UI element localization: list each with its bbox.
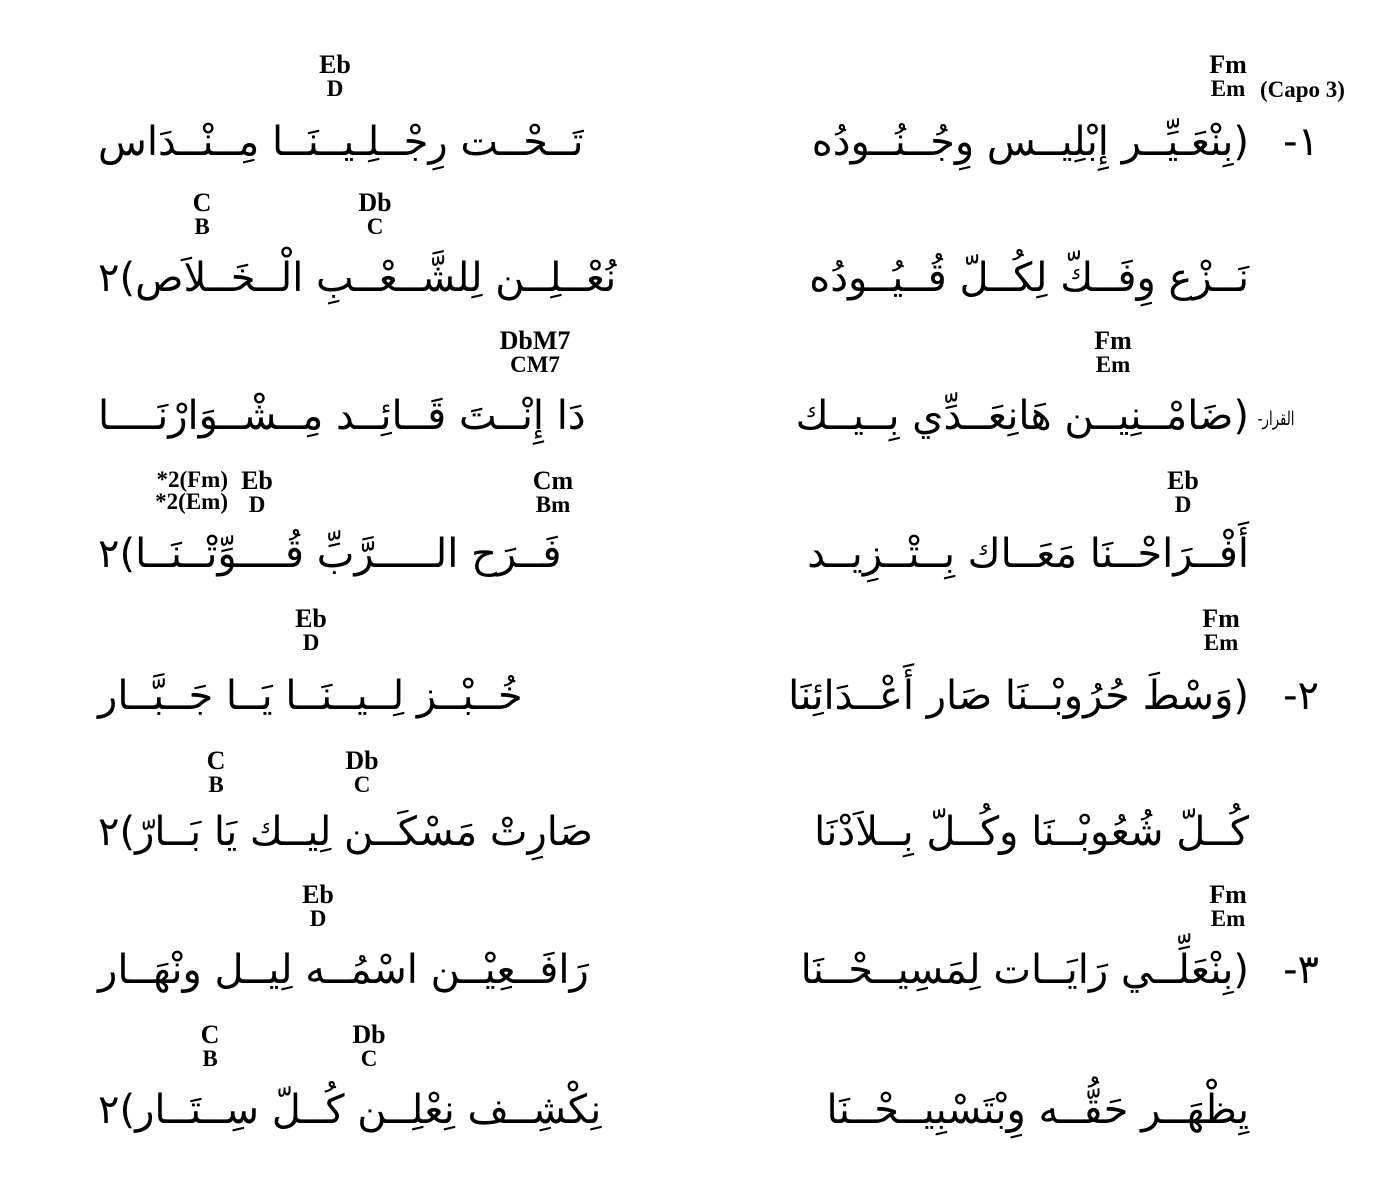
lyric-line-1-right: (بِنْعَـيِّــر إِبْلِيــس وِجُــنُــودُه (811, 119, 1249, 165)
chord-eb-line4-right: Eb D (1167, 466, 1199, 517)
verse-1-marker: ١- (1283, 119, 1319, 165)
chord-eb-line1: Eb D (319, 50, 351, 101)
chord-eb-line7: Eb D (302, 880, 334, 931)
lyric-line-7-right: (بِنْعَلِّــي رَايَــات لِمَسِيــحْــنَا (800, 947, 1249, 993)
chord-eb-line5: Eb D (295, 604, 327, 655)
lyric-line-5-right: (وَسْطَ حُرُوبْــنَا صَار أَعْــدَائِنَا (788, 673, 1249, 719)
lyric-line-6-right: كُــلّ شُعُوبْــنَا وكُــلّ بِــلاَدْنَا (814, 809, 1249, 855)
chord-repeat-fm-line4: *2(Fm) *2(Em) (155, 467, 228, 514)
lyric-line-2-right: نَــزْع وِفَــكّ لِكُــلّ قُــيُــودُه (809, 255, 1249, 301)
lyric-line-5-left: خُــبْــز لِــيــنَــا يَــا جَــبَّــار (98, 673, 523, 719)
lyric-line-4-right: أَفْــرَاحْــنَا مَعَــاك بِــتْــزِيــد (807, 531, 1249, 577)
lyric-line-6-left: صَارِتْ مَسْكَــن لِيــك يَا بَــارّ)٢ (98, 809, 593, 855)
lyric-line-2-left: نُعْــلِــن لِلشَّــعْــبِ الْــخَــلاَص)٢ (98, 255, 617, 301)
chord-dbm7-line3: DbM7 CM7 (499, 326, 571, 377)
lyric-line-4-left: فَــرَح الـــــرَّبِّ قُــــوِّتْــنَــا)٢ (98, 531, 562, 577)
capo-note: (Capo 3) (1260, 77, 1345, 102)
chord-db-line8: Db C (352, 1020, 386, 1071)
chord-fm-line1: Fm Em (1209, 50, 1247, 101)
chord-fm-line7: Fm Em (1209, 880, 1247, 931)
chord-eb-line4: Eb D (241, 466, 273, 517)
verse-2-marker: ٢- (1283, 673, 1319, 719)
chord-c-line8: C B (200, 1020, 220, 1071)
chord-db-line2: Db C (358, 188, 392, 239)
lyric-line-8-left: نِكْشِــف نِعْلِــن كُــلّ سِــتَــار)٢ (98, 1087, 602, 1133)
lyric-line-3-left: دَا إِنْــتَ قَــائِــد مِــشْــوَارْنَــــا (98, 393, 586, 439)
lyric-line-7-left: رَافَــعِيْــن اسْمُــه لِيــل ونْهَــار (98, 947, 589, 993)
lyric-line-3-right: (ضَامْــنِيــن هَانِعَــدِّي بِــيــك (795, 393, 1249, 439)
chord-cm-line4: Cm Bm (532, 466, 574, 517)
chord-fm-line5: Fm Em (1202, 604, 1240, 655)
verse-3-marker: ٣- (1283, 947, 1319, 993)
chord-fm-line3: Fm Em (1094, 326, 1132, 377)
chorus-marker: القرار- (1257, 408, 1294, 430)
chord-c-line6: C B (206, 746, 226, 797)
lyric-line-8-right: يِظْهَــر حَقُّــه وِبْتَسْبِيــحْــنَا (826, 1087, 1249, 1133)
chord-c-line2: C B (192, 188, 212, 239)
lyric-line-1-left: تَــحْــت رِجْــلِـيــنَــا مِــنْــدَاس (98, 119, 584, 165)
chord-db-line6: Db C (345, 746, 379, 797)
